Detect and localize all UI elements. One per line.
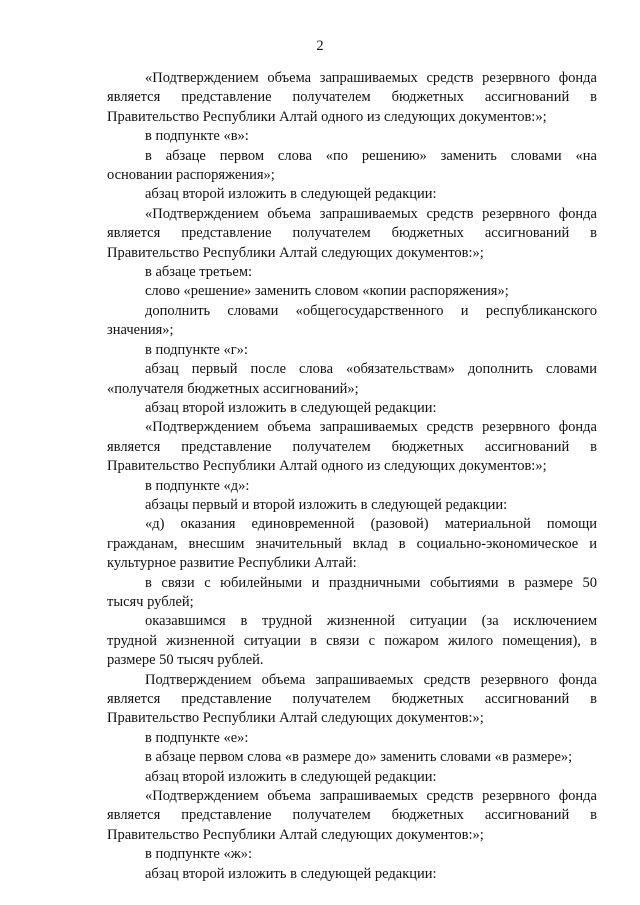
text-line: «д) оказания единовременной (разовой) материальной помощи: [145, 516, 597, 533]
paragraph: [107, 768, 597, 787]
paragraph: [107, 671, 597, 729]
text-line: абзац второй изложить в следующей редакции:: [145, 768, 437, 785]
text-line: в абзаце первом слова «в размере до» заменить словами «в размере»;: [145, 749, 573, 766]
text-line: «Подтверждением объема запрашиваемых средств резервного фонда: [145, 788, 597, 805]
paragraph: [107, 399, 597, 418]
paragraph: [107, 302, 597, 341]
text-line: размере 50 тысяч рублей.: [107, 652, 264, 669]
text-line: является представление получателем бюджетных ассигнований в: [107, 225, 597, 242]
document-body: [107, 69, 597, 884]
text-line: является представление получателем бюджетных ассигнований в: [107, 807, 597, 824]
text-line: Правительство Республики Алтай следующих документов:»;: [107, 710, 484, 727]
paragraph: [107, 748, 597, 767]
paragraph: [107, 477, 597, 496]
paragraph: [107, 185, 597, 204]
text-line: Правительство Республики Алтай следующих документов:»;: [107, 244, 484, 261]
text-line: в связи с юбилейными и праздничными событиями в размере 50: [145, 574, 597, 591]
text-line: абзац второй изложить в следующей редакции:: [145, 865, 437, 882]
text-line: Правительство Республики Алтай следующих документов:»;: [107, 826, 484, 843]
text-line: является представление получателем бюджетных ассигнований в: [107, 438, 597, 455]
paragraph: [107, 147, 597, 186]
text-line: в подпункте «ж»:: [145, 846, 253, 863]
text-line: «получателя бюджетных ассигнований»;: [107, 380, 359, 397]
paragraph: [107, 787, 597, 845]
text-line: дополнить словами «общегосударственного и республиканского: [145, 302, 597, 319]
paragraph: [107, 69, 597, 127]
text-line: в подпункте «е»:: [145, 729, 249, 746]
text-line: слово «решение» заменить словом «копии распоряжения»;: [145, 283, 509, 300]
text-line: в подпункте «г»:: [145, 341, 248, 358]
text-line: является представление получателем бюджетных ассигнований в: [107, 89, 597, 106]
text-line: в подпункте «в»:: [145, 128, 249, 145]
text-line: гражданам, внесшим значительный вклад в социально-экономическое и: [107, 535, 597, 552]
text-line: культурное развитие Республики Алтай:: [107, 555, 357, 572]
text-line: в абзаце первом слова «по решению» заменить словами «на: [145, 147, 597, 164]
text-line: оказавшимся в трудной жизненной ситуации (за исключением: [145, 613, 597, 630]
text-line: основании распоряжения»;: [107, 167, 275, 184]
text-line: в абзаце третьем:: [145, 264, 253, 281]
paragraph: [107, 574, 597, 613]
text-line: значения»;: [107, 322, 174, 339]
text-line: тысяч рублей;: [107, 593, 194, 610]
paragraph: [107, 205, 597, 263]
paragraph: [107, 341, 597, 360]
text-line: «Подтверждением объема запрашиваемых средств резервного фонда: [145, 70, 597, 86]
paragraph: [107, 496, 597, 515]
text-line: Правительство Республики Алтай одного из следующих документов:»;: [107, 108, 547, 125]
paragraph: [107, 418, 597, 476]
paragraph: [107, 612, 597, 670]
text-line: абзац второй изложить в следующей редакции:: [145, 186, 437, 203]
text-line: Подтверждением объема запрашиваемых средств резервного фонда: [145, 671, 597, 688]
page-number: 2: [316, 38, 324, 54]
paragraph: [107, 515, 597, 573]
text-line: абзац первый после слова «обязательствам» дополнить словами: [145, 361, 597, 378]
paragraph: [107, 845, 597, 864]
text-line: трудной жизненной ситуации в связи с пожаром жилого помещения), в: [107, 632, 597, 649]
text-line: Правительство Республики Алтай одного из следующих документов:»;: [107, 458, 547, 475]
paragraph: [107, 263, 597, 282]
paragraph: [107, 729, 597, 748]
text-line: абзац второй изложить в следующей редакции:: [145, 399, 437, 416]
text-line: является представление получателем бюджетных ассигнований в: [107, 691, 597, 707]
paragraph: [107, 282, 597, 301]
paragraph: [107, 127, 597, 146]
paragraph: [107, 865, 597, 884]
text-line: в подпункте «д»:: [145, 477, 250, 494]
paragraph: [107, 360, 597, 399]
text-line: «Подтверждением объема запрашиваемых средств резервного фонда: [145, 205, 597, 222]
text-line: «Подтверждением объема запрашиваемых средств резервного фонда: [145, 419, 597, 436]
text-line: абзацы первый и второй изложить в следующей редакции:: [145, 496, 508, 513]
